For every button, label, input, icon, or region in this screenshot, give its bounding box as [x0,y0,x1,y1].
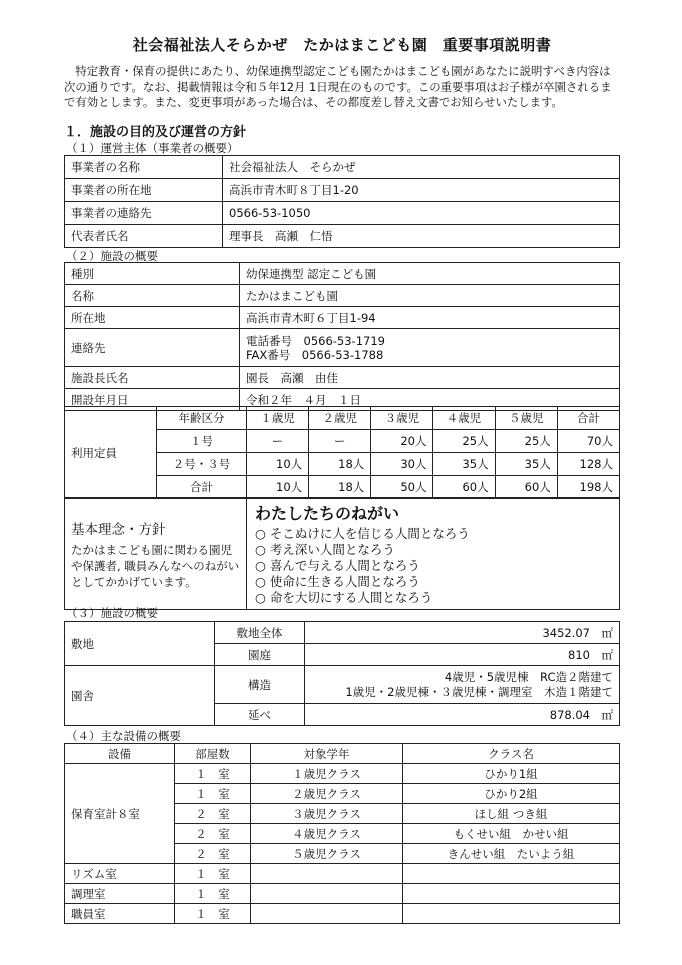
table-row: 施設長氏名 園長 高瀬 由佳 [65,367,620,389]
table-row: 代表者氏名 理事長 高瀬 仁悟 [65,225,620,248]
table-row: 園庭 810 ㎡ [65,644,620,666]
table-row: １ 室 ２歳児クラス ひかり2組 [65,784,620,804]
table-row: 合計 10人 18人 50人 60人 60人 198人 [65,476,620,499]
table-row: 所在地 高浜市青木町６丁目1-94 [65,307,620,329]
intro-text: 特定教育・保育の提供にあたり、幼保連携型認定こども園たかはまこども園があなたに説明すべき内容は次の通りです。なお、掲載情報は令和５年12月 1日現在のものです。この重要事項はお子様が卒園されるまで有効とします。また、変更事項があった場合は、その都度差し替え文書でお知らせいたします。 [64,64,612,109]
table-row: 事業者の連絡先 0566-53-1050 [65,202,620,225]
site-table [64,621,620,726]
facility-table [64,262,620,411]
table-row: ２号・３号 10人 18人 30人 35人 35人 128人 [65,453,620,476]
table-row: 事業者の所在地 高浜市青木町８丁目1-20 [65,179,620,202]
table-row: 名称 たかはまこども園 [65,285,620,307]
table-row: 調理室 １ 室 [65,884,620,904]
philosophy-table [64,497,620,610]
equipment-table [64,743,620,924]
document-title: 社会福祉法人そらかぜ たかはまこども園 重要事項説明書 [132,36,552,54]
operator-table [64,155,620,248]
table-row [65,498,620,610]
negai-title: わたしたちのねがい [255,504,400,523]
facility-heading: （２）施設の概要 [66,249,158,263]
operator-heading: （１）運営主体（事業者の概要） [66,141,239,155]
negai-list [255,526,611,606]
list-item: ○ 考え深い人間となろう [255,542,395,557]
table-row: ２ 室 ４歳児クラス もくせい組 かせい組 [65,824,620,844]
table-row: ２ 室 ５歳児クラス きんせい組 たいよう組 [65,844,620,864]
capacity-table [64,406,620,499]
philosophy-title: 基本理念・方針 [71,521,166,538]
table-row: 開設年月日 令和２年 ４月 １日 [65,389,620,411]
site-heading: （３）施設の概要 [66,606,158,620]
section-heading: １．施設の目的及び運営の方針 [64,125,247,140]
table-row: リズム室 １ 室 [65,864,620,884]
table-row: 職員室 １ 室 [65,904,620,924]
table-row: ２ 室 ３歳児クラス ほし組 つき組 [65,804,620,824]
table-row: １号 ー ー 20人 25人 25人 70人 [65,430,620,453]
table-row: 設備 部屋数 対象学年 クラス名 [65,744,620,764]
table-row: 利用定員 年齢区分 １歳児 ２歳児 ３歳児 ４歳児 ５歳児 合計 [65,407,620,430]
list-item: ○ そこぬけに人を信じる人間となろう [255,526,470,541]
philosophy-body: たかはまこども園に関わる園児や保護者, 職員みんなへのねがいとしてかかげています。 [71,542,240,589]
table-row: 種別 幼保連携型 認定こども園 [65,263,620,285]
table-row: 保育室計８室 １ 室 １歳児クラス ひかり1組 [65,764,620,784]
table-row: 園舎 構造 4歳児・5歳児棟 RC造２階建て 1歳児・2歳児棟・３歳児棟・調理室 木造１階建て [65,666,620,704]
capacity-label: 利用定員 [65,407,157,499]
list-item: ○ 喜んで与える人間となろう [255,558,420,573]
table-row: 事業者の名称 社会福祉法人 そらかぜ [65,156,620,179]
table-row: 敷地 敷地全体 3452.07 ㎡ [65,622,620,644]
equipment-heading: （４）主な設備の概要 [66,729,181,743]
list-item: ○ 命を大切にする人間となろう [255,590,433,605]
list-item: ○ 使命に生きる人間となろう [255,574,420,589]
table-row: 連絡先 電話番号 0566-53-1719 FAX番号 0566-53-1788 [65,329,620,367]
table-row: 延べ 878.04 ㎡ [65,704,620,726]
